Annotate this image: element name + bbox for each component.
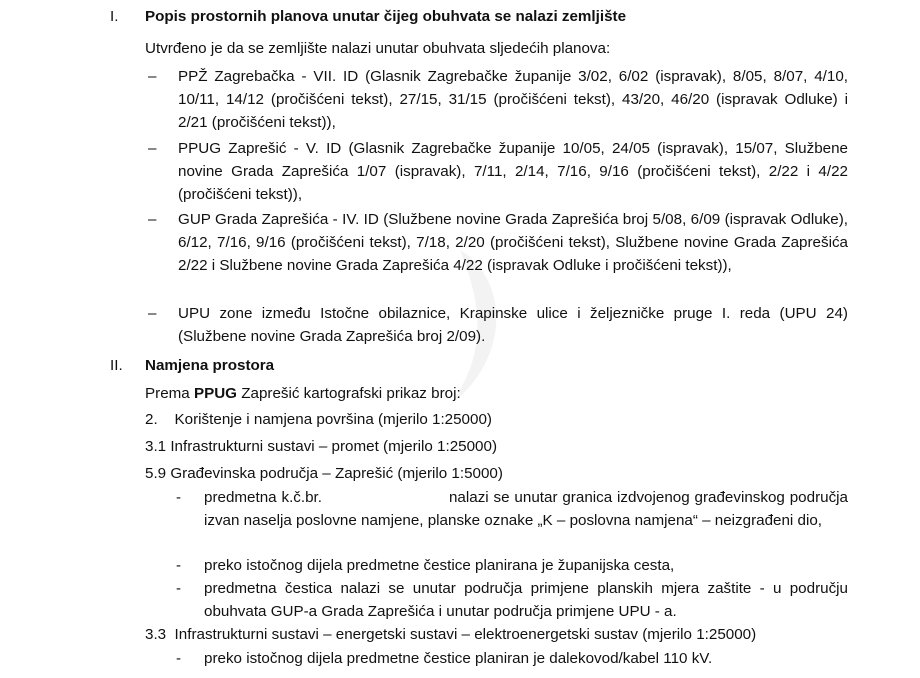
dash-bullet: –: [148, 211, 157, 228]
map-item-2: 2. Korištenje i namjena površina (mjerilo 1:25000): [145, 411, 492, 428]
dash-bullet: -: [176, 580, 182, 597]
sub-list-item: [176, 555, 848, 578]
section-2-intro: [145, 385, 461, 402]
plan-list-item: [148, 65, 848, 134]
intro-suffix: Zaprešić kartografski prikaz broj:: [237, 385, 461, 402]
dash-bullet: –: [148, 305, 157, 322]
map-item-3-1: 3.1 Infrastrukturni sustavi – promet (mjerilo 1:25000): [145, 438, 497, 455]
section-2-number: II.: [110, 357, 123, 374]
section-1-intro: Utvrđeno je da se zemljište nalazi unutar obuhvata sljedećih planova:: [145, 40, 611, 57]
section-1-title: Popis prostornih planova unutar čijeg obuhvata se nalazi zemljište: [145, 8, 627, 25]
sub-text: preko istočnog dijela predmetne čestice planirana je županijska cesta,: [204, 557, 675, 574]
dash-bullet: -: [176, 489, 182, 506]
plan-list-item: [148, 302, 848, 348]
section-2-title: Namjena prostora: [145, 357, 275, 374]
plan-list-item: [148, 208, 848, 277]
sub-text-b: nalazi se unutar granica izdvojenog građevinskog područja izvan naselja poslovne namjene, planske oznake „K – poslovna namjena“ – neizgrađeni dio,: [204, 489, 848, 529]
sub-text-a: predmetna k.č.br.: [204, 489, 322, 506]
dash-bullet: -: [176, 650, 182, 667]
section-1-number: I.: [110, 8, 119, 25]
sub-text: predmetna čestica nalazi se unutar područja primjene planskih mjera zaštite - u području obuhvata GUP-a Grada Zaprešića i unutar područja primjene UPU - a.: [204, 580, 848, 620]
plan-text: PPŽ Zagrebačka - VII. ID (Glasnik Zagrebačke županije 3/02, 6/02 (ispravak), 8/05, 8/07, 4/10, 10/11, 14/12 (pročišćeni tekst), 27/15, 31/15 (pročišćeni tekst), 43/20, 46/20 (ispravak Odluke) i 2/21 (pročišćeni tekst)),: [178, 68, 848, 131]
sub-text: preko istočnog dijela predmetne čestice planiran je dalekovod/kabel 110 kV.: [204, 650, 713, 667]
map-item-5-9: 5.9 Građevinska područja – Zaprešić (mjerilo 1:5000): [145, 465, 503, 482]
map-item-3-3: 3.3 Infrastrukturni sustavi – energetski sustavi – elektroenergetski sustav (mjerilo 1:25000): [145, 626, 757, 643]
plan-list-item: [148, 137, 848, 206]
sub-list-item: [176, 648, 848, 671]
dash-bullet: –: [148, 68, 157, 85]
sub-text: [204, 487, 848, 532]
dash-bullet: –: [148, 140, 157, 157]
plan-text: PPUG Zaprešić - V. ID (Glasnik Zagrebačke županije 10/05, 24/05 (ispravak), 15/07, Službene novine Grada Zaprešića 1/07 (ispravak), 7/11, 2/14, 7/16, 9/16 (pročišćeni tekst), 2/22 i 4/22 (pročišćeni tekst)),: [178, 140, 848, 203]
plan-text: UPU zone između Istočne obilaznice, Krapinske ulice i željezničke pruge I. reda (UPU 24) (Službene novine Grada Zaprešića broj 2/09).: [178, 305, 848, 345]
intro-bold: PPUG: [193, 385, 237, 402]
sub-list-item: [176, 487, 848, 532]
dash-bullet: -: [176, 557, 182, 574]
plan-text: GUP Grada Zaprešića - IV. ID (Službene novine Grada Zaprešića broj 5/08, 6/09 (ispravak Odluke), 6/12, 7/16, 9/16 (pročišćeni tekst), 7/18, 2/20 (pročišćeni tekst), Službene novine Grada Zaprešića 2/22 i Službene novine Grada Zaprešića 4/22 (ispravak Odluke i pročišćeni tekst)),: [178, 211, 848, 274]
intro-prefix: Prema: [145, 385, 194, 402]
sub-list-item: [176, 578, 848, 623]
